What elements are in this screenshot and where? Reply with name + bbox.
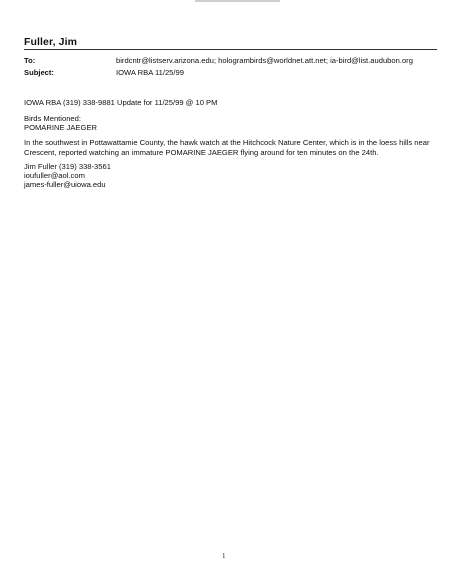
sender-name: Fuller, Jim — [24, 36, 78, 48]
header-divider — [24, 49, 437, 50]
scan-artifact — [195, 0, 280, 2]
to-label: To: — [24, 56, 36, 65]
subject-value: IOWA RBA 11/25/99 — [116, 68, 184, 77]
bird-species-item: POMARINE JAEGER — [24, 123, 97, 132]
subject-label: Subject: — [24, 68, 54, 77]
to-recipients: birdcntr@listserv.arizona.edu; hologrambirds@worldnet.att.net; ia-bird@list.audubon.org — [116, 56, 413, 65]
sighting-report: In the southwest in Pottawattamie County, the hawk watch at the Hitchcock Nature Center, which is in the loess hills near Crescent, reported watching an immature POMARINE JAEGER flying around for ten minutes on the 24th. — [24, 138, 430, 157]
page-number: 1 — [222, 552, 226, 560]
rba-update-line: IOWA RBA (319) 338-9881 Update for 11/25/99 @ 10 PM — [24, 98, 218, 107]
birds-mentioned-heading: Birds Mentioned: — [24, 114, 81, 123]
signature-email-uiowa: james-fuller@uiowa.edu — [24, 180, 106, 189]
signature-name-phone: Jim Fuller (319) 338-3561 — [24, 162, 111, 171]
signature-email-aol: ioufuller@aol.com — [24, 171, 85, 180]
